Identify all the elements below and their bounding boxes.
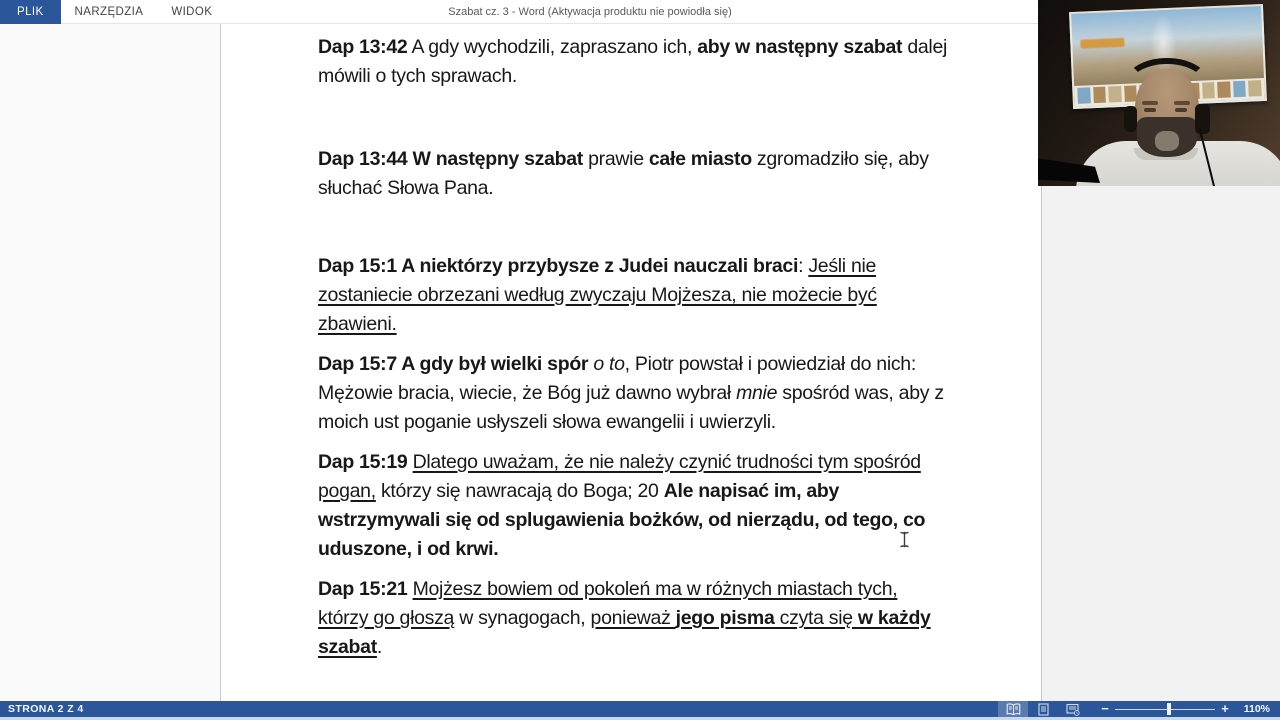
read-mode-icon[interactable] bbox=[998, 701, 1028, 717]
webcam-video bbox=[1038, 0, 1280, 186]
poster-title-text bbox=[1080, 38, 1124, 49]
zoom-level[interactable]: 110% bbox=[1243, 703, 1270, 715]
print-layout-icon[interactable] bbox=[1028, 701, 1058, 717]
page-divider-left bbox=[220, 24, 221, 701]
status-bar bbox=[0, 701, 1280, 717]
web-layout-icon[interactable] bbox=[1058, 701, 1088, 717]
zoom-control bbox=[1098, 701, 1276, 717]
page-indicator[interactable]: STRONA 2 Z 4 bbox=[8, 703, 84, 715]
headphones-earcup-left bbox=[1124, 106, 1137, 132]
paragraph: Dap 13:42 A gdy wychodzili, zapraszano ich, aby w następny szabat dalej mówili o tych sprawach. bbox=[318, 36, 948, 87]
tab-narzedzia[interactable]: NARZĘDZIA bbox=[74, 6, 144, 18]
text-cursor-ibeam bbox=[898, 531, 911, 553]
paragraph: Dap 15:21 Mojżesz bowiem od pokoleń ma w różnych miastach tych, którzy go głoszą w synagogach, ponieważ jego pisma czyta się w każdy szabat. bbox=[318, 578, 931, 658]
window-title: Szabat cz. 3 - Word (Aktywacja produktu nie powiodła się) bbox=[448, 6, 732, 18]
paragraph: Dap 13:44 W następny szabat prawie całe miasto zgromadziło się, aby słuchać Słowa Pana. bbox=[318, 148, 929, 199]
status-bar-right bbox=[998, 701, 1276, 717]
paragraph: Dap 15:1 A niektórzy przybysze z Judei nauczali braci: Jeśli nie zostaniecie obrzezani według zwyczaju Mojżesza, nie możecie być zbawieni. bbox=[318, 255, 877, 335]
paragraph: Dap 15:19 Dlatego uważam, że nie należy czynić trudności tym spośród pogan, którzy się nawracają do Boga; 20 Ale napisać im, aby wstrzymywali się od splugawienia bożków, od nierządu, od tego, co uduszone, i od krwi. bbox=[318, 451, 926, 560]
ribbon-tabs bbox=[0, 0, 226, 24]
paragraph: Dap 15:7 A gdy był wielki spór o to, Piotr powstał i powiedział do nich: Mężowie bracia, wiecie, że Bóg już dawno wybrał mnie spośród was, aby z moich ust poganie usłyszeli słowa ewangelii i uwierzyli. bbox=[318, 353, 944, 433]
zoom-in-button[interactable]: + bbox=[1221, 701, 1229, 716]
document-page[interactable] bbox=[318, 33, 948, 673]
tab-plik[interactable]: PLIK bbox=[0, 0, 61, 24]
zoom-slider-thumb[interactable] bbox=[1167, 703, 1171, 715]
page-margin-left bbox=[0, 24, 220, 701]
zoom-slider[interactable] bbox=[1115, 701, 1215, 717]
person-beard-gray-patch bbox=[1155, 131, 1179, 151]
zoom-out-button[interactable]: − bbox=[1101, 701, 1109, 716]
headphones-earcup-right bbox=[1195, 104, 1210, 134]
tab-widok[interactable]: WIDOK bbox=[171, 6, 213, 18]
